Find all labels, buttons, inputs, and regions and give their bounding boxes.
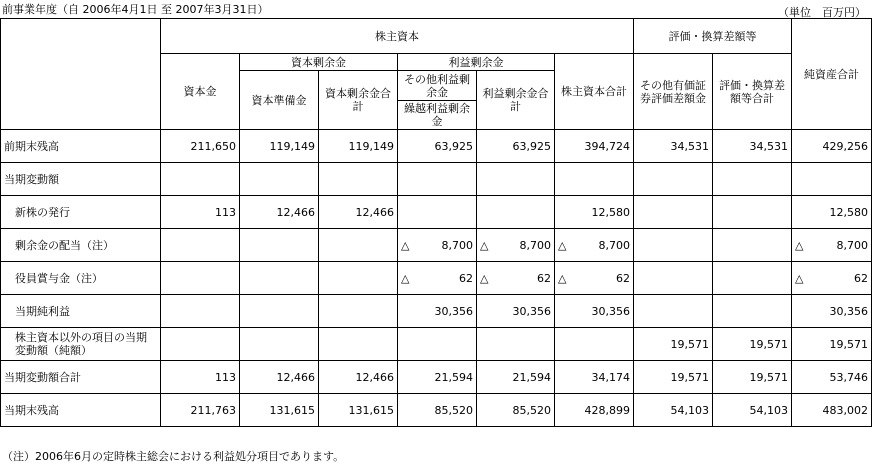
table-row <box>1 262 872 295</box>
header-total-shareholders-equity: 株主資本合計 <box>555 54 634 130</box>
cell-value: 19,571 <box>829 337 868 351</box>
value-cell <box>555 394 634 427</box>
value-cell <box>555 262 634 295</box>
value-cell <box>477 163 555 196</box>
value-cell <box>555 295 634 328</box>
value-cell <box>161 163 240 196</box>
cell-value: 54,103 <box>749 403 788 417</box>
table-row <box>1 163 872 196</box>
cell-value: 429,256 <box>822 139 868 153</box>
negative-marker: △ <box>795 271 804 285</box>
value-cell <box>477 394 555 427</box>
value-cell <box>161 328 240 361</box>
cell-value: 62 <box>616 271 630 285</box>
value-cell <box>477 196 555 229</box>
negative-marker: △ <box>401 271 410 285</box>
value-cell <box>634 394 713 427</box>
value-cell <box>240 295 319 328</box>
row-label: 当期変動額 <box>1 163 161 196</box>
cell-value: 131,615 <box>348 403 394 417</box>
value-cell <box>398 328 477 361</box>
cell-value: 19,571 <box>749 337 788 351</box>
cell-value: 30,356 <box>591 304 630 318</box>
row-label: 剰余金の配当（注） <box>1 229 161 262</box>
value-cell <box>634 196 713 229</box>
cell-value: 12,466 <box>276 205 315 219</box>
header-capital-surplus: 資本剰余金 <box>240 54 398 71</box>
cell-value: 12,466 <box>355 370 394 384</box>
value-cell <box>477 361 555 394</box>
cell-value: 63,925 <box>512 139 551 153</box>
cell-value: 131,615 <box>269 403 315 417</box>
row-label: 当期変動額合計 <box>1 361 161 394</box>
cell-value: 8,700 <box>836 238 868 252</box>
data-rows <box>1 130 872 427</box>
negative-marker: △ <box>558 271 567 285</box>
value-cell <box>161 295 240 328</box>
header-corner <box>1 19 161 130</box>
value-cell <box>555 361 634 394</box>
value-cell <box>161 229 240 262</box>
value-cell <box>713 196 792 229</box>
value-cell <box>555 328 634 361</box>
value-cell <box>319 394 398 427</box>
value-cell <box>477 295 555 328</box>
value-cell <box>240 328 319 361</box>
value-cell <box>634 295 713 328</box>
value-cell <box>792 196 872 229</box>
value-cell <box>319 295 398 328</box>
header-capital-stock: 資本金 <box>161 54 240 130</box>
cell-value: 34,531 <box>670 139 709 153</box>
negative-marker: △ <box>558 238 567 252</box>
value-cell <box>792 295 872 328</box>
cell-value: 211,763 <box>190 403 236 417</box>
header-securities-valuation: その他有価証券評価差額金 <box>634 54 713 130</box>
cell-value: 53,746 <box>829 370 868 384</box>
value-cell <box>792 262 872 295</box>
table-row <box>1 328 872 361</box>
cell-value: 19,571 <box>670 337 709 351</box>
value-cell <box>319 262 398 295</box>
header-retained-forward: 繰越利益剰余金 <box>398 101 477 130</box>
value-cell <box>713 328 792 361</box>
value-cell <box>161 196 240 229</box>
value-cell <box>477 229 555 262</box>
value-cell <box>319 163 398 196</box>
cell-value: 12,580 <box>591 205 630 219</box>
value-cell <box>398 229 477 262</box>
value-cell <box>634 130 713 163</box>
value-cell <box>319 130 398 163</box>
period-caption: 前事業年度（自 2006年4月1日 至 2007年3月31日） <box>2 3 269 16</box>
value-cell <box>240 196 319 229</box>
cell-value: 21,594 <box>512 370 551 384</box>
cell-value: 85,520 <box>512 403 551 417</box>
table-row <box>1 295 872 328</box>
value-cell <box>319 196 398 229</box>
header-capital-reserve: 資本準備金 <box>240 71 319 130</box>
value-cell <box>161 262 240 295</box>
negative-marker: △ <box>480 271 489 285</box>
header-shareholders-equity: 株主資本 <box>161 19 634 54</box>
cell-value: 12,580 <box>829 205 868 219</box>
row-label: 当期純利益 <box>1 295 161 328</box>
cell-value: 34,531 <box>749 139 788 153</box>
footnote: （注）2006年6月の定時株主総会における利益処分項目であります。 <box>2 450 345 463</box>
header-other-retained: その他利益剰余金 <box>398 71 477 101</box>
value-cell <box>792 163 872 196</box>
value-cell <box>477 328 555 361</box>
value-cell <box>792 361 872 394</box>
cell-value: 19,571 <box>670 370 709 384</box>
table-row <box>1 196 872 229</box>
row-label: 当期末残高 <box>1 394 161 427</box>
value-cell <box>792 130 872 163</box>
cell-value: 8,700 <box>519 238 551 252</box>
value-cell <box>713 130 792 163</box>
value-cell <box>161 361 240 394</box>
table-row <box>1 130 872 163</box>
table-row <box>1 229 872 262</box>
value-cell <box>713 295 792 328</box>
table-row <box>1 361 872 394</box>
negative-marker: △ <box>795 238 804 252</box>
value-cell <box>319 361 398 394</box>
cell-value: 19,571 <box>749 370 788 384</box>
row-label: 新株の発行 <box>1 196 161 229</box>
value-cell <box>634 328 713 361</box>
cell-value: 8,700 <box>598 238 630 252</box>
cell-value: 62 <box>854 271 868 285</box>
value-cell <box>555 130 634 163</box>
cell-value: 30,356 <box>829 304 868 318</box>
header-retained-earnings: 利益剰余金 <box>398 54 555 71</box>
value-cell <box>634 229 713 262</box>
value-cell <box>713 394 792 427</box>
cell-value: 8,700 <box>441 238 473 252</box>
unit-label: （単位 百万円） <box>778 6 866 19</box>
value-cell <box>398 196 477 229</box>
value-cell <box>398 130 477 163</box>
value-cell <box>713 262 792 295</box>
table-row <box>1 394 872 427</box>
header-total-net-assets: 純資産合計 <box>792 19 872 130</box>
value-cell <box>634 361 713 394</box>
value-cell <box>713 361 792 394</box>
cell-value: 30,356 <box>512 304 551 318</box>
negative-marker: △ <box>480 238 489 252</box>
value-cell <box>161 394 240 427</box>
cell-value: 12,466 <box>355 205 394 219</box>
cell-value: 21,594 <box>434 370 473 384</box>
cell-value: 54,103 <box>670 403 709 417</box>
header-total-valuation: 評価・換算差額等合計 <box>713 54 792 130</box>
cell-value: 211,650 <box>190 139 236 153</box>
value-cell <box>398 295 477 328</box>
value-cell <box>713 163 792 196</box>
header-total-retained: 利益剰余金合計 <box>477 71 555 130</box>
cell-value: 113 <box>215 205 236 219</box>
value-cell <box>555 163 634 196</box>
cell-value: 62 <box>459 271 473 285</box>
cell-value: 30,356 <box>434 304 473 318</box>
value-cell <box>319 328 398 361</box>
row-label: 前期末残高 <box>1 130 161 163</box>
value-cell <box>398 361 477 394</box>
value-cell <box>398 262 477 295</box>
cell-value: 34,174 <box>591 370 630 384</box>
value-cell <box>555 196 634 229</box>
value-cell <box>634 163 713 196</box>
value-cell <box>240 229 319 262</box>
cell-value: 85,520 <box>434 403 473 417</box>
equity-statement-table <box>0 18 872 427</box>
value-cell <box>792 394 872 427</box>
value-cell <box>555 229 634 262</box>
cell-value: 12,466 <box>276 370 315 384</box>
cell-value: 394,724 <box>584 139 630 153</box>
cell-value: 119,149 <box>348 139 394 153</box>
value-cell <box>398 394 477 427</box>
cell-value: 483,002 <box>822 403 868 417</box>
value-cell <box>713 229 792 262</box>
row-label: 役員賞与金（注） <box>1 262 161 295</box>
cell-value: 62 <box>537 271 551 285</box>
value-cell <box>792 229 872 262</box>
cell-value: 428,899 <box>584 403 630 417</box>
value-cell <box>792 328 872 361</box>
value-cell <box>240 262 319 295</box>
row-label: 株主資本以外の項目の当期変動額（純額） <box>1 328 161 361</box>
header-row-1 <box>1 19 872 54</box>
value-cell <box>477 130 555 163</box>
value-cell <box>634 262 713 295</box>
value-cell <box>240 163 319 196</box>
value-cell <box>240 361 319 394</box>
header-total-capital-surplus: 資本剰余金合計 <box>319 71 398 130</box>
value-cell <box>477 262 555 295</box>
cell-value: 119,149 <box>269 139 315 153</box>
cell-value: 63,925 <box>434 139 473 153</box>
value-cell <box>319 229 398 262</box>
value-cell <box>398 163 477 196</box>
cell-value: 113 <box>215 370 236 384</box>
value-cell <box>161 130 240 163</box>
value-cell <box>240 394 319 427</box>
negative-marker: △ <box>401 238 410 252</box>
header-valuation-group: 評価・換算差額等 <box>634 19 792 54</box>
value-cell <box>240 130 319 163</box>
